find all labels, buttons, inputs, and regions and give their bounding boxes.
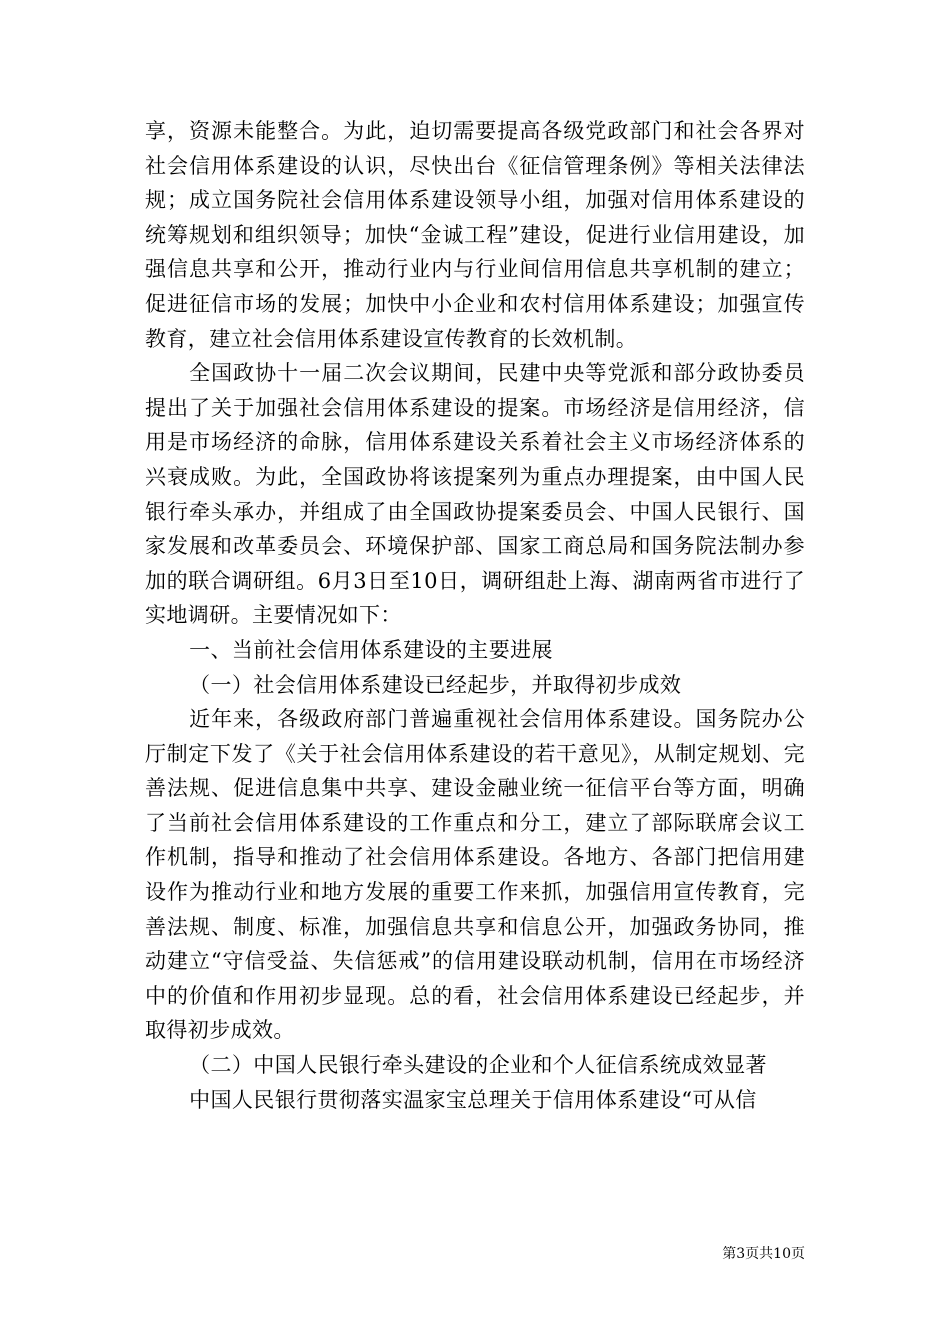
- paragraph-continued: 享，资源未能整合。为此，迫切需要提高各级党政部门和社会各界对社会信用体系建设的认识，尽快出台《征信管理条例》等相关法律法规；成立国务院社会信用体系建设领导小组，加强对信用体系建设的统筹规划和组织领导；加快“金诚工程”建设，促进行业信用建设，加强信息共享和公开，推动行业内与行业间信用信息共享机制的建立；促进征信市场的发展；加快中小企业和农村信用体系建设；加强宣传教育，建立社会信用体系建设宣传教育的长效机制。: [145, 119, 805, 351]
- page-number: 第3页共10页: [722, 1246, 805, 1262]
- section-heading-1: 一、当前社会信用体系建设的主要进展: [189, 637, 553, 662]
- paragraph-pboc: 中国人民银行贯彻落实温家宝总理关于信用体系建设“可从信: [189, 1087, 757, 1112]
- document-body: [145, 114, 805, 1117]
- subsection-heading-2: （二）中国人民银行牵头建设的企业和个人征信系统成效显著: [189, 1053, 767, 1078]
- subsection-heading-1: （一）社会信用体系建设已经起步，并取得初步成效: [189, 672, 682, 697]
- paragraph-progress: 近年来，各级政府部门普遍重视社会信用体系建设。国务院办公厅制定下发了《关于社会信用体系建设的若干意见》，从制定规划、完善法规、促进信息集中共享、建设金融业统一征信平台等方面，明确了当前社会信用体系建设的工作重点和分工，建立了部际联席会议工作机制，指导和推动了社会信用体系建设。各地方、各部门把信用建设作为推动行业和地方发展的重要工作来抓，加强信用宣传教育，完善法规、制度、标准，加强信息共享和信息公开，加强政务协同，推动建立“守信受益、失信惩戒”的信用建设联动机制，信用在市场经济中的价值和作用初步显现。总的看，社会信用体系建设已经起步，并取得初步成效。: [145, 707, 805, 1043]
- paragraph-proposal: 全国政协十一届二次会议期间，民建中央等党派和部分政协委员提出了关于加强社会信用体系建设的提案。市场经济是信用经济，信用是市场经济的命脉，信用体系建设关系着社会主义市场经济体系的兴衰成败。为此，全国政协将该提案列为重点办理提案，由中国人民银行牵头承办，并组成了由全国政协提案委员会、中国人民银行、国家发展和改革委员会、环境保护部、国家工商总局和国务院法制办参加的联合调研组。6月3日至10日，调研组赴上海、湖南两省市进行了实地调研。主要情况如下：: [145, 361, 805, 628]
